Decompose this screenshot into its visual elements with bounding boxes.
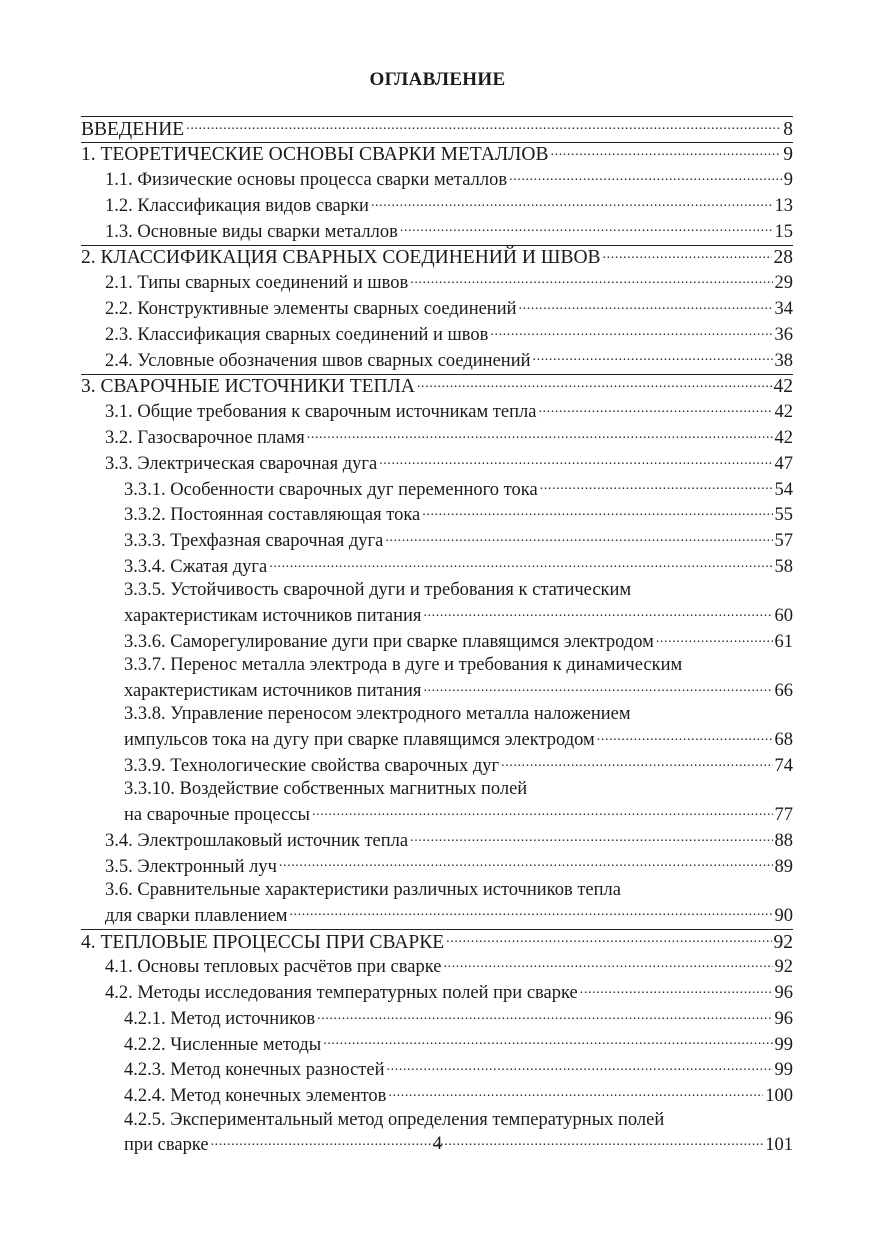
dot-leader (417, 373, 772, 393)
dot-leader (371, 192, 773, 211)
toc-entry-page: 47 (774, 453, 793, 474)
dot-leader (597, 727, 773, 746)
toc-entry-page: 89 (774, 856, 793, 877)
dot-leader (186, 115, 781, 135)
toc-entry-title: ВВЕДЕНИЕ (81, 118, 185, 140)
dot-leader (279, 853, 773, 872)
toc-entry (81, 450, 793, 476)
toc-entry-title: 4.2.1. Метод источников (124, 1008, 316, 1029)
toc-entry-page: 8 (783, 118, 793, 140)
toc-entry-title-first-line: 4.2.5. Экспериментальный метод определения температурных полей (124, 1109, 665, 1130)
toc-entry-page: 77 (774, 805, 793, 826)
section-divider (81, 142, 793, 143)
dot-leader (423, 603, 772, 622)
toc-chapter-entry (81, 244, 793, 270)
toc-entry (81, 476, 793, 502)
toc-entry-title: 4. ТЕПЛОВЫЕ ПРОЦЕССЫ ПРИ СВАРКЕ (81, 931, 445, 953)
toc-entry (81, 296, 793, 322)
dot-leader (289, 902, 772, 921)
toc-entry-title: 1.1. Физические основы процесса сварки металлов (105, 170, 508, 191)
toc-entry-page: 92 (774, 957, 793, 978)
toc-entry-title: 4.2.2. Численные методы (124, 1034, 322, 1055)
toc-entry-title: характеристикам источников питания (124, 681, 422, 702)
toc-entry-page: 92 (773, 931, 793, 953)
toc-entry (81, 879, 793, 928)
toc-entry-title: 4.1. Основы тепловых расчётов при сварке (105, 957, 442, 978)
toc-entry (81, 752, 793, 778)
toc-entry-page: 29 (774, 273, 793, 294)
toc-chapter-entry (81, 373, 793, 399)
toc-chapter-entry (81, 141, 793, 167)
toc-entry-page: 61 (774, 631, 793, 652)
toc-entry (81, 399, 793, 425)
toc-entry-title: 2.4. Условные обозначения швов сварных соединений (105, 350, 531, 371)
section-divider (81, 245, 793, 246)
dot-leader (540, 476, 773, 495)
toc-entry (81, 853, 793, 879)
toc-entry-title: для сварки плавлением (105, 905, 288, 926)
toc-entry-title: 4.2.3. Метод конечных разностей (124, 1060, 385, 1081)
toc-entry-title: 4.2. Методы исследования температурных полей при сварке (105, 983, 578, 1004)
toc-entry-page: 9 (783, 144, 793, 166)
toc-entry-title: 4.2.4. Метод конечных элементов (124, 1086, 387, 1107)
toc-entry-title: 2.2. Конструктивные элементы сварных соединений (105, 299, 517, 320)
toc-entry-title-first-line: 3.6. Сравнительные характеристики различных источников тепла (105, 879, 621, 900)
dot-leader (307, 425, 773, 444)
toc-entry-page: 100 (765, 1086, 793, 1107)
toc-entry-page: 54 (774, 479, 793, 500)
toc-entry-title: 3. СВАРОЧНЫЕ ИСТОЧНИКИ ТЕПЛА (81, 376, 415, 398)
toc-entry (81, 347, 793, 373)
toc-entry (81, 1031, 793, 1057)
toc-entry-title: импульсов тока на дугу при сварке плавящимся электродом (124, 730, 595, 751)
toc-entry-page: 9 (783, 170, 793, 191)
toc-entry-title-first-line: 3.3.7. Перенос металла электрода в дуге и требования к динамическим (124, 655, 683, 676)
toc-entry-title: 1.3. Основные виды сварки металлов (105, 221, 398, 242)
toc-entry-title-first-line: 3.3.5. Устойчивость сварочной дуги и требования к статическим (124, 580, 632, 601)
toc-entry-page: 99 (774, 1060, 793, 1081)
dot-leader (317, 1005, 772, 1024)
toc-entry-title: на сварочные процессы (124, 805, 310, 826)
toc-entry-title: 1.2. Классификация видов сварки (105, 195, 369, 216)
dot-leader (312, 802, 773, 821)
toc-entry-page: 68 (774, 730, 793, 751)
dot-leader (410, 270, 772, 289)
toc-entry (81, 827, 793, 853)
toc-entry-title: 3.3. Электрическая сварочная дуга (105, 453, 378, 474)
page-number: 4 (432, 1133, 443, 1154)
dot-leader (388, 1083, 763, 1102)
toc-entry (81, 554, 793, 580)
dot-leader (400, 218, 773, 237)
toc-entry (81, 778, 793, 827)
dot-leader (519, 296, 773, 315)
dot-leader (422, 502, 772, 521)
toc-entry-title: 3.3.3. Трехфазная сварочная дуга (124, 531, 384, 552)
toc-entry-page: 96 (774, 983, 793, 1004)
dot-leader (323, 1031, 772, 1050)
dot-leader (423, 678, 772, 697)
dot-leader (269, 554, 772, 573)
dot-leader (446, 928, 771, 948)
toc-entry-title-first-line: 3.3.8. Управление переносом электродного металла наложением (124, 704, 631, 725)
toc-entry-page: 66 (774, 681, 793, 702)
toc-entry-page: 58 (774, 557, 793, 578)
dot-leader (533, 347, 773, 366)
section-divider (81, 116, 793, 117)
toc-entry-page: 42 (773, 376, 793, 398)
dot-leader (580, 980, 773, 999)
toc-entry-page: 101 (765, 1135, 793, 1156)
dot-leader (410, 827, 772, 846)
toc-entry (81, 703, 793, 752)
toc-entry-title: 2. КЛАССИФИКАЦИЯ СВАРНЫХ СОЕДИНЕНИЙ И ШВОВ (81, 247, 601, 269)
toc-entry (81, 654, 793, 703)
toc-entry-title: 3.1. Общие требования к сварочным источникам тепла (105, 402, 537, 423)
dot-leader (603, 244, 772, 264)
dot-leader (387, 1057, 773, 1076)
dot-leader (443, 954, 772, 973)
toc-entry-title: 3.3.4. Сжатая дуга (124, 557, 268, 578)
dot-leader (551, 141, 782, 161)
toc-entry-title: 3.3.2. Постоянная составляющая тока (124, 505, 421, 526)
toc-entry (81, 502, 793, 528)
toc-entry-page: 42 (774, 428, 793, 449)
toc-entry-title: 3.5. Электронный луч (105, 856, 277, 877)
toc-entry-page: 42 (774, 402, 793, 423)
toc-entry-title: 2.3. Классификация сварных соединений и швов (105, 324, 489, 345)
toc-entry (81, 1083, 793, 1109)
dot-leader (501, 752, 772, 771)
toc-entry-title: 3.4. Электрошлаковый источник тепла (105, 830, 409, 851)
toc-entry-page: 90 (774, 905, 793, 926)
dot-leader (656, 628, 773, 647)
toc-entry-page: 96 (774, 1008, 793, 1029)
toc-entry-page: 36 (774, 324, 793, 345)
toc-entry-page: 55 (774, 505, 793, 526)
toc-entry (81, 192, 793, 218)
toc-entry (81, 954, 793, 980)
toc-entry (81, 980, 793, 1006)
section-divider (81, 374, 793, 375)
dot-leader (379, 450, 772, 469)
toc-entry-page: 57 (774, 531, 793, 552)
toc-entry-page: 99 (774, 1034, 793, 1055)
toc-entry-title: 3.2. Газосварочное пламя (105, 428, 305, 449)
toc-entry-page: 34 (774, 299, 793, 320)
toc-entry (81, 579, 793, 628)
toc-entry-page: 74 (774, 755, 793, 776)
toc-entry-page: 13 (774, 195, 793, 216)
toc-title: ОГЛАВЛЕНИЕ (369, 69, 506, 90)
toc-chapter-entry (81, 115, 793, 141)
toc-entry (81, 1057, 793, 1083)
toc-entry-page: 28 (773, 247, 793, 269)
toc-entry-page: 38 (774, 350, 793, 371)
toc-entry (81, 628, 793, 654)
toc-entry-title-first-line: 3.3.10. Воздействие собственных магнитных полей (124, 779, 528, 800)
toc-entry-title: 3.3.9. Технологические свойства сварочных дуг (124, 755, 500, 776)
toc-entry (81, 1005, 793, 1031)
toc-entry-title: 3.3.6. Саморегулирование дуги при сварке плавящимся электродом (124, 631, 654, 652)
toc-entry (81, 270, 793, 296)
toc-entry-title: 2.1. Типы сварных соединений и швов (105, 273, 409, 294)
toc-entry-title: 3.3.1. Особенности сварочных дуг переменного тока (124, 479, 538, 500)
dot-leader (385, 528, 772, 547)
dot-leader (509, 167, 782, 186)
toc-entry (81, 321, 793, 347)
toc-entry-title: при сварке (124, 1135, 209, 1156)
section-divider (81, 929, 793, 930)
toc-entry-page: 88 (774, 830, 793, 851)
toc-entry-title: 1. ТЕОРЕТИЧЕСКИЕ ОСНОВЫ СВАРКИ МЕТАЛЛОВ (81, 144, 549, 166)
toc-entry (81, 528, 793, 554)
toc-entry (81, 425, 793, 451)
dot-leader (490, 321, 772, 340)
table-of-contents (81, 115, 793, 1158)
toc-entry-page: 60 (774, 606, 793, 627)
toc-entry (81, 218, 793, 244)
toc-entry (81, 167, 793, 193)
toc-entry-page: 15 (774, 221, 793, 242)
toc-chapter-entry (81, 928, 793, 954)
dot-leader (538, 399, 772, 418)
toc-entry-title: характеристикам источников питания (124, 606, 422, 627)
